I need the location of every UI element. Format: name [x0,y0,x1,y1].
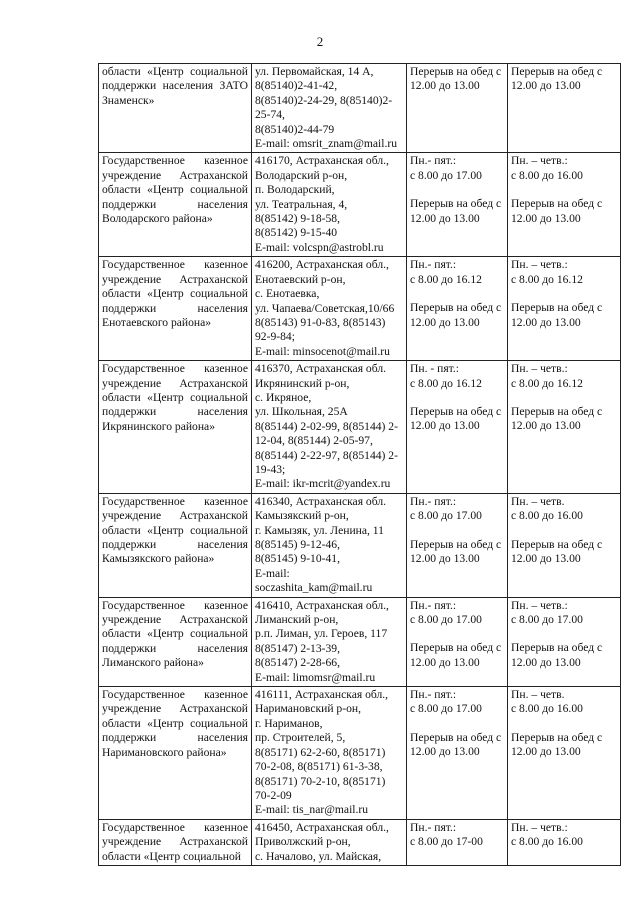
weekday-days: Пн.- пят.: [410,598,457,612]
thursday-days: Пн. – четв. [511,688,565,702]
address-line: 8(85140)2-24-29, 8(85140)2-25-74, [255,93,393,122]
thursday-days: Пн. – четв. [511,494,565,508]
organization-name: Государственное казенное учреждение Астраханской области «Центр социальной поддержки населения Камызякского района» [99,493,252,597]
lunch-break: Перерыв на обед с 12.00 до 13.00 [410,730,502,759]
address-line: 8(85171) 62-2-60, 8(85171) 70-2-08, 8(85171) 61-3-38, 8(85171) 70-2-10, 8(85171) 70-2-09 [255,745,386,802]
address-line: Камызякский р-он, [255,509,349,523]
weekday-days: Пн.- пят.: [410,154,457,168]
weekday-schedule-cell [407,597,508,686]
thursday-hours: с 8.00 до 16.12 [511,376,583,390]
thursday-hours: с 8.00 до 17.00 [511,613,583,627]
weekday-hours: с 8.00 до 16.12 [410,272,482,286]
address-line: 416340, Астраханская обл. [255,494,387,508]
thursday-schedule-cell [508,493,621,597]
address-line: р.п. Лиман, ул. Героев, 117 [255,627,388,641]
thursday-days: Пн. – четв.: [511,820,568,834]
offices-table-body [99,64,621,866]
table-row [99,597,621,686]
weekday-hours: с 8.00 до 17.00 [410,168,482,182]
weekday-days: Пн.- пят.: [410,258,457,272]
thursday-lunch-break: Перерыв на обед с 12.00 до 13.00 [511,197,603,225]
address-line: 416200, Астраханская обл., [255,258,389,272]
lunch-break: Перерыв на обед с 12.00 до 13.00 [410,65,502,93]
organization-name: Государственное казенное учреждение Астраханской области «Центр социальной поддержки населения Икрянинского района» [99,361,252,494]
address-line: ул. Театральная, 4, [255,197,348,211]
thursday-schedule-cell [508,687,621,820]
address-line: Приволжский р-он, [255,835,351,849]
organization-name: области «Центр социальной поддержки населения ЗАТО Знаменск» [99,64,252,153]
table-row [99,493,621,597]
weekday-hours: с 8.00 до 17.00 [410,702,482,716]
thursday-schedule-cell [508,597,621,686]
address-line: 8(85147) 2-28-66, [255,656,341,670]
weekday-schedule-cell [407,687,508,820]
table-row [99,361,621,494]
weekday-hours: с 8.00 до 17.00 [410,613,482,627]
offices-table [98,63,621,866]
table-row [99,153,621,257]
weekday-schedule-cell [407,819,508,865]
address-line: 416111, Астраханская обл., [255,688,389,702]
address-line: г. Нариманов, [255,716,323,730]
organization-name: Государственное казенное учреждение Астраханской области «Центр социальной [99,819,252,865]
address-line: Икрянинский р-он, [255,376,350,390]
weekday-schedule-cell [407,361,508,494]
thursday-lunch-break: Перерыв на обед с 12.00 до 13.00 [511,301,603,329]
address-line: E-mail: ikr-mcrit@yandex.ru [255,477,391,491]
thursday-hours: с 8.00 до 16.00 [511,702,583,716]
weekday-schedule-cell [407,64,508,153]
address-line: с. Енотаевка, [255,287,320,301]
thursday-lunch-break: Перерыв на обед с 12.00 до 13.00 [511,641,603,669]
thursday-schedule-cell [508,257,621,361]
address-line: 8(85142) 9-18-58, [255,212,341,226]
thursday-lunch-break: Перерыв на обед с 12.00 до 13.00 [511,537,603,565]
address-line: ул. Первомайская, 14 А, [255,65,374,78]
address-line: 416170, Астраханская обл., [255,154,389,168]
lunch-break: Перерыв на обед с 12.00 до 13.00 [410,641,502,669]
address-cell [252,493,407,597]
weekday-schedule-cell [407,153,508,257]
address-line: 8(85147) 2-13-39, [255,641,341,655]
thursday-days: Пн. – четв.: [511,598,568,612]
address-cell [252,153,407,257]
table-row [99,257,621,361]
weekday-hours: с 8.00 до 17.00 [410,509,482,523]
address-cell [252,597,407,686]
address-line: 8(85145) 9-12-46, [255,538,341,551]
address-line: ул. Чапаева/Советская,10/66 [255,301,395,315]
table-row [99,687,621,820]
thursday-schedule-cell [508,819,621,865]
page-number: 2 [316,34,324,49]
lunch-break: Перерыв на обед с 12.00 до 13.00 [410,404,502,433]
address-line: E-mail: minsocenot@mail.ru [255,344,390,358]
weekday-days: Пн.- пят.: [410,494,457,508]
address-line: 8(85142) 9-15-40 [255,226,338,240]
thursday-schedule-cell [508,361,621,494]
weekday-schedule-cell [407,493,508,597]
address-line: Енотаевский р-он, [255,272,346,286]
address-line: E-mail: limomsr@mail.ru [255,670,376,684]
address-line: 416450, Астраханская обл., [255,820,389,834]
table-row [99,64,621,153]
thursday-hours: с 8.00 до 16.00 [511,509,583,523]
address-line: 416370, Астраханская обл. [255,362,387,376]
thursday-lunch-break: Перерыв на обед с 12.00 до 13.00 [511,65,603,93]
address-line: 8(85144) 2-02-99, 8(85144) 2-12-04, 8(85144) 2-05-97, 8(85144) 2-22-97, 8(85144) 2-19-43; [255,419,398,476]
weekday-hours: с 8.00 до 16.12 [410,376,482,390]
weekday-days: Пн. - пят.: [410,362,459,376]
organization-name: Государственное казенное учреждение Астраханской области «Центр социальной поддержки населения Володарского района» [99,153,252,257]
address-line: 416410, Астраханская обл., [255,598,389,612]
weekday-days: Пн.- пят.: [410,820,457,834]
address-line: ул. Школьная, 25А [255,405,348,419]
address-line: г. Камызяк, ул. Ленина, 11 [255,523,384,537]
table-row [99,819,621,865]
lunch-break: Перерыв на обед с 12.00 до 13.00 [410,537,502,565]
address-line: с. Началово, ул. Майская, [255,849,382,863]
address-line: пр. Строителей, 5, [255,731,346,745]
address-cell [252,361,407,494]
organization-name: Государственное казенное учреждение Астраханской области «Центр социальной поддержки населения Лиманского района» [99,597,252,686]
address-cell [252,257,407,361]
thursday-lunch-break: Перерыв на обед с 12.00 до 13.00 [511,730,603,759]
address-line: Володарский р-он, [255,168,348,182]
thursday-schedule-cell [508,153,621,257]
address-line: с. Икряное, [255,390,312,404]
address-line: E-mail: volcspn@astrobl.ru [255,240,384,254]
thursday-schedule-cell [508,64,621,153]
address-line: Лиманский р-он, [255,613,339,627]
thursday-hours: с 8.00 до 16.00 [511,168,583,182]
thursday-hours: с 8.00 до 16.00 [511,835,583,849]
address-line: 8(85140)2-44-79 [255,122,335,136]
address-cell [252,64,407,153]
thursday-hours: с 8.00 до 16.12 [511,272,583,286]
weekday-hours: с 8.00 до 17-00 [410,835,483,849]
address-cell [252,819,407,865]
thursday-days: Пн. – четв.: [511,258,568,272]
weekday-schedule-cell [407,257,508,361]
address-line: E-mail: tis_nar@mail.ru [255,803,369,817]
organization-name: Государственное казенное учреждение Астраханской области «Центр социальной поддержки населения Енотаевского района» [99,257,252,361]
thursday-lunch-break: Перерыв на обед с 12.00 до 13.00 [511,404,603,433]
address-line: 8(85140)2-41-42, [255,79,338,93]
address-line: Наримановский р-он, [255,702,361,716]
address-line: 8(85145) 9-10-41, [255,552,341,566]
address-line: п. Володарский, [255,183,335,197]
address-line: E-mail: omsrit_znam@mail.ru [255,137,398,151]
address-cell [252,687,407,820]
thursday-days: Пн. – четв.: [511,362,568,376]
weekday-days: Пн.- пят.: [410,688,457,702]
address-line: E-mail: [255,566,290,580]
address-line: soczashita_kam@mail.ru [255,581,373,595]
address-line: 8(85143) 91-0-83, 8(85143) 92-9-84; [255,315,386,344]
lunch-break: Перерыв на обед с 12.00 до 13.00 [410,301,502,329]
lunch-break: Перерыв на обед с 12.00 до 13.00 [410,197,502,225]
organization-name: Государственное казенное учреждение Астраханской области «Центр социальной поддержки населения Наримановского района» [99,687,252,820]
thursday-days: Пн. – четв.: [511,154,568,168]
